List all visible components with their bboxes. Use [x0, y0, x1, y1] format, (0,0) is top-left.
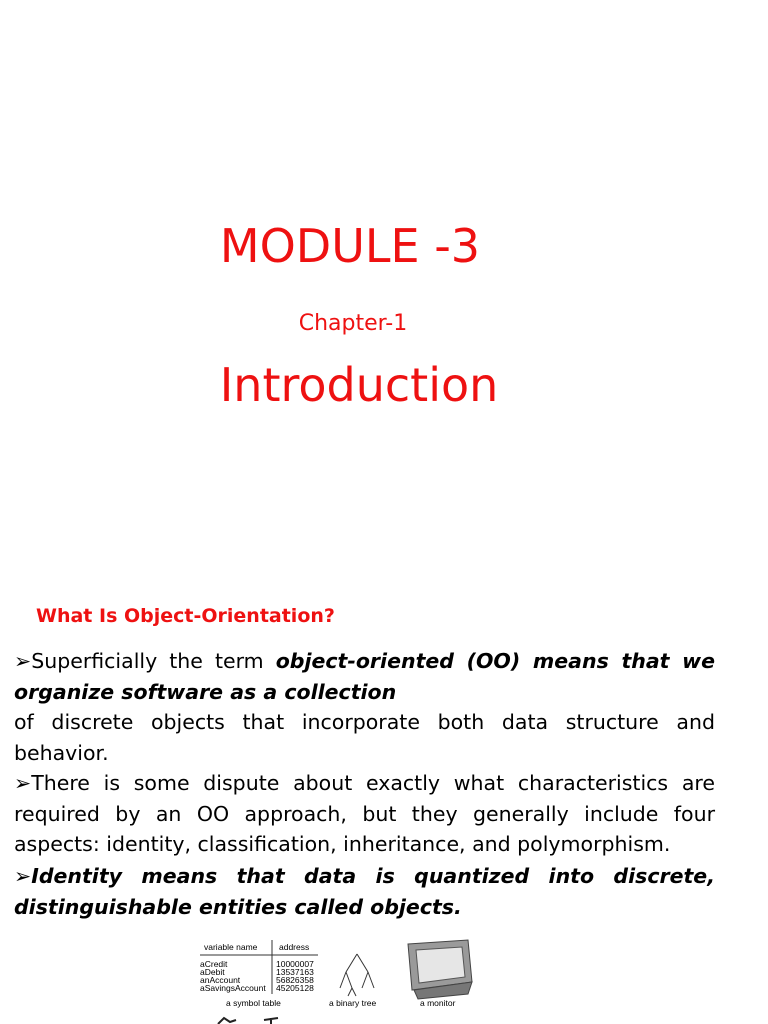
monitor-icon	[408, 940, 472, 999]
table-cell: aSavingsAccount	[200, 983, 266, 993]
paragraph-oo-definition	[14, 646, 715, 768]
paragraph-emphasis: Identity means that data is quantized into discrete, distinguishable entities called objects.	[14, 864, 715, 919]
chapter-label: Chapter-1	[298, 311, 408, 336]
paragraph-lead: Superficially the term	[31, 649, 276, 673]
table-cell: anAccount	[200, 975, 241, 985]
arrow-bullet-icon: ➢	[14, 864, 32, 888]
paragraph-emphasis: object-oriented (OO) means that we organize software as a collection	[14, 649, 715, 704]
caption-monitor: a monitor	[420, 998, 456, 1008]
table-header-address: address	[279, 942, 310, 952]
paragraph-oo-aspects	[14, 768, 715, 860]
paragraph-continuation: of discrete objects that incorporate both data structure and behavior.	[14, 710, 715, 765]
table-cell: 45205128	[276, 983, 314, 993]
intro-title: Introduction	[219, 358, 499, 412]
binary-tree-icon	[340, 954, 374, 996]
identity-examples-figure	[196, 936, 486, 1024]
cropped-figure-fragment	[218, 1018, 278, 1024]
paragraph-text: There is some dispute about exactly what characteristics are required by an OO approach, but they generally include four aspects: identity, classification, inheritance, and polymorphism.	[14, 771, 715, 856]
table-cell: aDebit	[200, 967, 225, 977]
arrow-bullet-icon: ➢	[14, 649, 32, 673]
table-cell: 10000007	[276, 959, 314, 969]
paragraph-identity	[14, 861, 715, 922]
table-cell: 56826358	[276, 975, 314, 985]
table-cell: aCredit	[200, 959, 228, 969]
table-header-variable: variable name	[204, 942, 258, 952]
arrow-bullet-icon: ➢	[14, 771, 32, 795]
caption-binary-tree: a binary tree	[329, 998, 377, 1008]
table-cell: 13537163	[276, 967, 314, 977]
section-heading: What Is Object-Orientation?	[36, 605, 335, 627]
module-title: MODULE -3	[219, 219, 481, 273]
caption-symbol-table: a symbol table	[226, 998, 281, 1008]
symbol-table	[200, 940, 318, 1008]
